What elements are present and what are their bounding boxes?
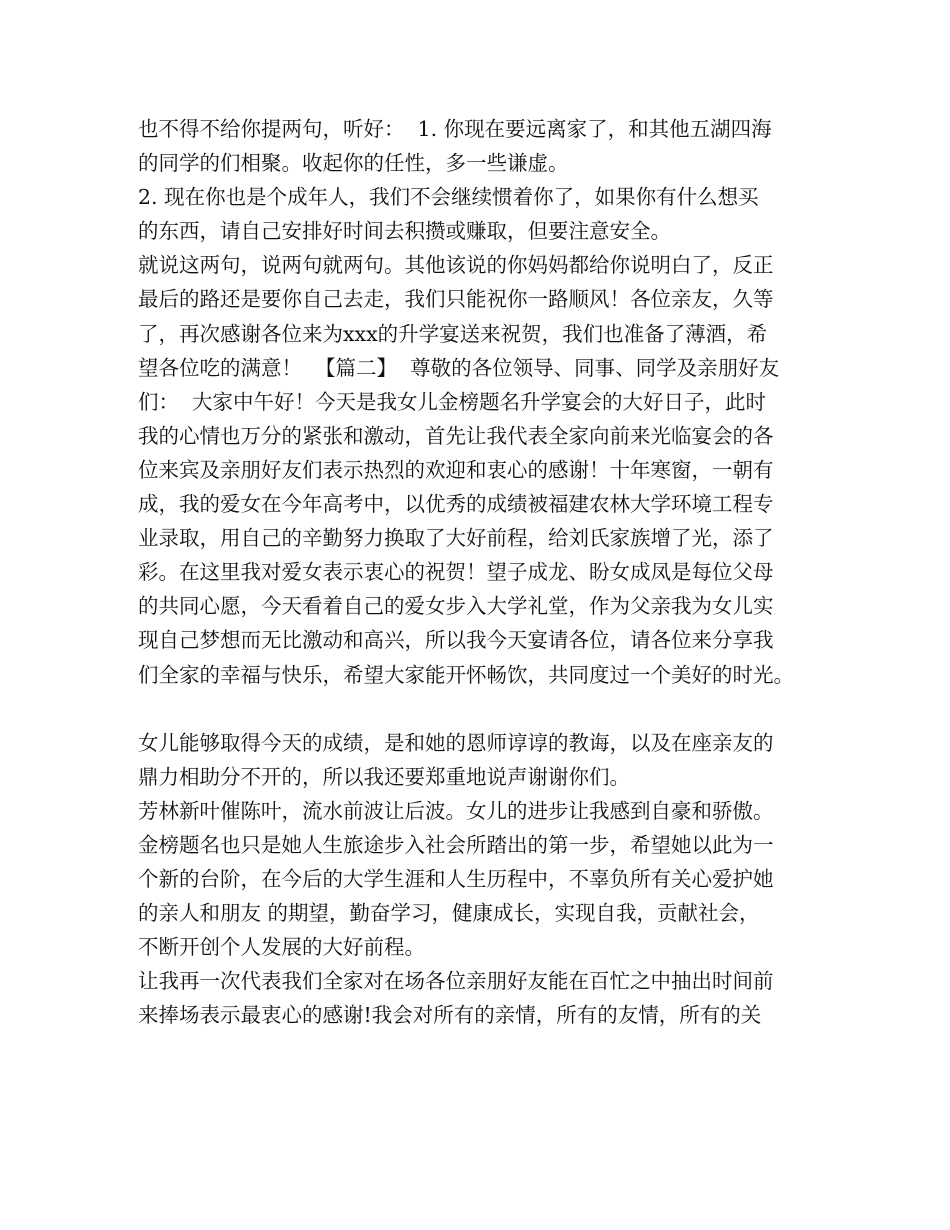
text-line: 业录取，用自己的辛勤努力换取了大好前程，给刘氏家族增了光，添了 [138,526,774,551]
paragraph-advice-2 [138,180,838,248]
text-line: 2. 现在你也是个成年人，我们不会继续惯着你了，如果你有什么想买 [138,185,759,210]
text-line: 最后的路还是要你自己去走，我们只能祝你一路顺风！各位亲友，久等 [138,287,774,312]
text-line: 也不得不给你提两句，听好： 1. 你现在要远离家了，和其他五湖四海 [138,117,772,141]
text-line: 的同学的们相聚。收起你的任性，多一些谦虚。 [138,151,569,176]
text-line: 的东西，请自己安排好时间去积攒或赚取，但要注意安全。 [138,219,671,244]
paragraph-closing-thanks [138,964,838,1032]
text-line: 的亲人和朋友 的期望，勤奋学习，健康成长，实现自我，贡献社会， [138,901,760,926]
document-body [138,112,838,1033]
text-line: 现自己梦想而无比激动和高兴，所以我今天宴请各位，请各位来分享我 [138,628,774,653]
text-line: 鼎力相助分不开的，所以我还要郑重地说声谢谢你们。 [138,764,630,789]
text-line: 来捧场表示最衷心的感谢!我会对所有的亲情，所有的友情，所有的关 [138,1003,762,1028]
paragraph-hopes [138,794,838,964]
text-line: 们全家的幸福与快乐，希望大家能开怀畅饮，共同度过一个美好的时光。 [138,662,794,687]
text-line: 不断开创个人发展的大好前程。 [138,935,425,960]
paragraph-thanks-teachers [138,726,838,794]
paragraph-advice-1 [138,112,838,180]
text-line: 让我再一次代表我们全家对在场各位亲朋好友能在百忙之中抽出时间前 [138,969,774,994]
text-line: 的共同心愿，今天看着自己的爱女步入大学礼堂，作为父亲我为女儿实 [138,594,774,619]
text-line: 女儿能够取得今天的成绩，是和她的恩师谆谆的教诲，以及在座亲友的 [138,730,774,755]
text-line: 我的心情也万分的紧张和激动，首先让我代表全家向前来光临宴会的各 [138,423,774,448]
text-line: 们： 大家中午好！今天是我女儿金榜题名升学宴会的大好日子，此时 [138,389,767,414]
text-line: 成，我的爱女在今年高考中，以优秀的成绩被福建农林大学环境工程专 [138,492,774,517]
text-line: 了，再次感谢各位来为xxx的升学宴送来祝贺，我们也准备了薄酒，希 [138,321,768,346]
paragraph-spacer [138,692,838,726]
text-line: 位来宾及亲朋好友们表示热烈的欢迎和衷心的感谢！十年寒窗，一朝有 [138,457,774,482]
text-line: 芳林新叶催陈叶，流水前波让后波。女儿的进步让我感到自豪和骄傲。 [138,798,774,823]
paragraph-speech-main [138,248,838,691]
text-line: 就说这两句，说两句就两句。其他该说的你妈妈都给你说明白了，反正 [138,253,774,278]
text-line: 望各位吃的满意！ 【篇二】 尊敬的各位领导、同事、同学及亲朋好友 [138,355,780,380]
text-line: 彩。在这里我对爱女表示衷心的祝贺！望子成龙、盼女成凤是每位父母 [138,560,774,585]
text-line: 金榜题名也只是她人生旅途步入社会所踏出的第一步，希望她以此为一 [138,832,774,857]
text-line: 个新的台阶，在今后的大学生涯和人生历程中，不辜负所有关心爱护她 [138,867,774,892]
